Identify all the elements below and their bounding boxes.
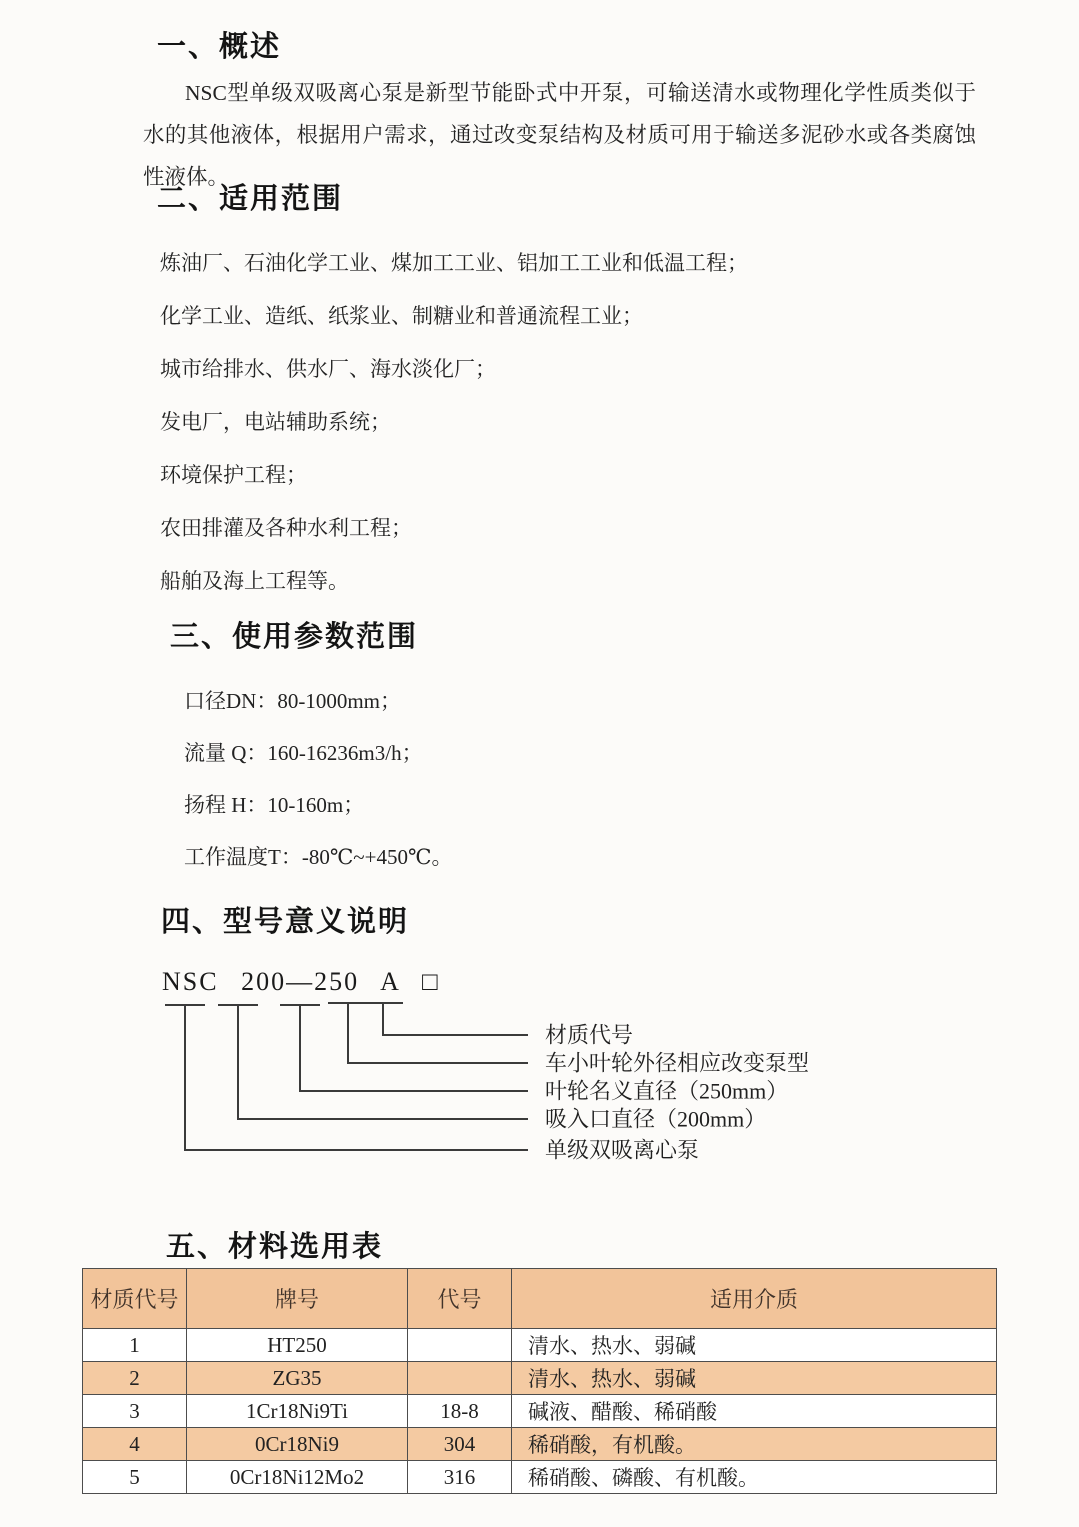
- cell-grade: 0Cr18Ni12Mo2: [187, 1461, 408, 1494]
- application-list: [160, 237, 748, 608]
- table-row: [83, 1461, 997, 1494]
- table-row: [83, 1329, 997, 1362]
- cell-code: [408, 1362, 512, 1395]
- application-item: 农田排灌及各种水利工程；: [160, 516, 412, 540]
- column-header-medium: 适用介质: [512, 1269, 997, 1329]
- cell-medium: 清水、热水、弱碱: [512, 1362, 997, 1395]
- application-item: 化学工业、造纸、纸浆业、制糖业和普通流程工业；: [160, 304, 643, 328]
- cell-material-code: 3: [83, 1395, 187, 1428]
- application-item: 船舶及海上工程等。: [160, 569, 349, 593]
- diagram-label-impeller-diameter: 叶轮名义直径（250mm）: [545, 1078, 789, 1104]
- cell-code: [408, 1329, 512, 1362]
- diagram-label-suction-diameter: 吸入口直径（200mm）: [545, 1106, 767, 1132]
- overview-paragraph: NSC型单级双吸离心泵是新型节能卧式中开泵，可输送清水或物理化学性质类似于水的其他液体，根据用户需求，通过改变泵结构及材质可用于输送多泥砂水或各类腐蚀性液体。: [143, 81, 976, 189]
- cell-grade: HT250: [187, 1329, 408, 1362]
- cell-grade: 1Cr18Ni9Ti: [187, 1395, 408, 1428]
- cell-material-code: 4: [83, 1428, 187, 1461]
- cell-medium: 稀硝酸，有机酸。: [512, 1428, 997, 1461]
- column-header-grade: 牌号: [187, 1269, 408, 1329]
- diagram-label-pump-type: 单级双吸离心泵: [545, 1137, 700, 1163]
- section-heading-parameters: 三、使用参数范围: [170, 621, 419, 653]
- parameter-item: 扬程 H：10-160m；: [184, 793, 365, 817]
- application-item: 炼油厂、石油化学工业、煤加工工业、铝加工工业和低温工程；: [160, 251, 748, 275]
- cell-code: 18-8: [408, 1395, 512, 1428]
- connector-line-trimmed-impeller: [328, 1003, 528, 1063]
- parameter-item: 流量 Q：160-16236m3/h；: [184, 741, 423, 765]
- parameter-item: 工作温度T：-80℃~+450℃。: [184, 845, 453, 869]
- section-heading-materials: 五、材料选用表: [166, 1231, 384, 1263]
- cell-material-code: 5: [83, 1461, 187, 1494]
- connector-line-impeller-diameter: [280, 1005, 528, 1091]
- table-row: [83, 1395, 997, 1428]
- section-heading-model: 四、型号意义说明: [161, 906, 410, 938]
- cell-code: 304: [408, 1428, 512, 1461]
- cell-medium: 清水、热水、弱碱: [512, 1329, 997, 1362]
- application-item: 环境保护工程；: [160, 463, 307, 487]
- cell-medium: 稀硝酸、磷酸、有机酸。: [512, 1461, 997, 1494]
- materials-table: [82, 1268, 997, 1494]
- cell-medium: 碱液、醋酸、稀硝酸: [512, 1395, 997, 1428]
- column-header-code: 代号: [408, 1269, 512, 1329]
- application-item: 城市给排水、供水厂、海水淡化厂；: [160, 357, 496, 381]
- column-header-material-code: 材质代号: [83, 1269, 187, 1329]
- table-row: [83, 1428, 997, 1461]
- cell-material-code: 2: [83, 1362, 187, 1395]
- cell-code: 316: [408, 1461, 512, 1494]
- model-code-text: NSC 200—250 A □: [162, 967, 440, 996]
- cell-grade: ZG35: [187, 1362, 408, 1395]
- cell-grade: 0Cr18Ni9: [187, 1428, 408, 1461]
- model-code-diagram: [150, 958, 890, 1173]
- parameter-item: 口径DN：80-1000mm；: [184, 689, 401, 713]
- application-item: 发电厂，电站辅助系统；: [160, 410, 391, 434]
- diagram-label-material-code: 材质代号: [545, 1022, 634, 1048]
- parameter-list: [184, 675, 453, 883]
- section-heading-overview: 一、概述: [157, 31, 282, 63]
- cell-material-code: 1: [83, 1329, 187, 1362]
- connector-line-material-code: [363, 1003, 528, 1035]
- table-row: [83, 1362, 997, 1395]
- table-header-row: [83, 1269, 997, 1329]
- diagram-label-trimmed-impeller: 车小叶轮外径相应改变泵型: [545, 1050, 810, 1076]
- connector-line-pump-type: [165, 1005, 528, 1150]
- section-heading-application: 二、适用范围: [157, 183, 344, 215]
